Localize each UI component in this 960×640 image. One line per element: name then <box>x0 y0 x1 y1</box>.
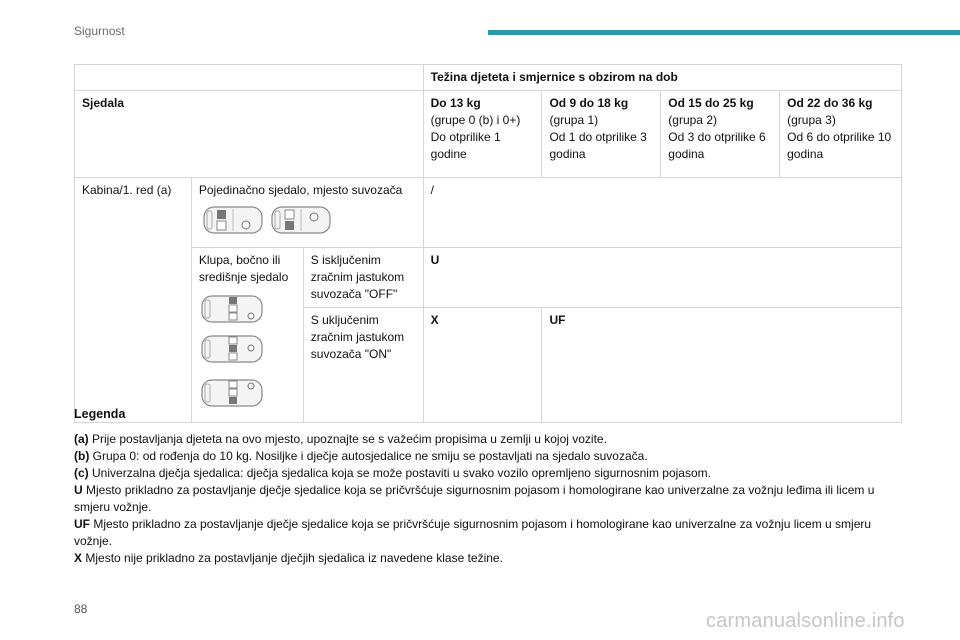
table-columns-row <box>75 91 902 178</box>
seats-label: Sjedala <box>75 91 424 178</box>
legend-text: Univerzalna dječja sjedalica: dječja sjedalica koja se može postaviti u svako vozilo opremljeno sigurnosnim pojasom. <box>92 466 711 480</box>
car-diagrams <box>201 294 296 408</box>
legend-key: (b) <box>74 449 90 463</box>
airbag-off-cell: S isključenim zračnim jastukom suvozača "OFF" <box>303 248 423 308</box>
watermark: carmanualsonline.info <box>706 610 905 632</box>
airbag-on-cell: S uključenim zračnim jastukom suvozača "ON" <box>303 308 423 423</box>
table-row <box>75 248 902 308</box>
column-group: (grupa 1) <box>549 113 599 127</box>
car-seat-diagram-icon <box>201 378 265 408</box>
legend-text: Mjesto prikladno za postavljanje dječje sjedalice koja se pričvršćuje sigurnosnim pojasom i homologirane kao univerzalne za vožnju licem u smjeru vožnje. <box>74 517 872 548</box>
seat-bench-cell <box>191 248 303 423</box>
legend-key: X <box>74 551 83 565</box>
legend-key: (a) <box>74 432 89 446</box>
seat-description: Klupa, bočno ili središnje sjedalo <box>198 253 289 284</box>
car-seat-diagram-icon <box>201 334 265 364</box>
column-header <box>542 91 661 178</box>
seat-description: Pojedinačno sjedalo, mjesto suvozača <box>198 183 403 197</box>
column-age: Od 6 do otprilike 10 godina <box>787 130 892 161</box>
column-age: Do otprilike 1 godine <box>430 130 501 161</box>
header-accent-bar <box>488 30 960 35</box>
legend-item <box>74 431 904 448</box>
page-number: 88 <box>74 602 88 616</box>
legend-text: Mjesto nije prikladno za postavljanje dječjih sjedalica iz navedene klase težine. <box>85 551 503 565</box>
legend-text: Grupa 0: od rođenja do 10 kg. Nosiljke i dječje autosjedalice ne smiju se postavljati na sjedalo suvozača. <box>92 449 648 463</box>
value-cell: U <box>423 248 901 308</box>
column-age: Od 3 do otprilike 6 godina <box>668 130 766 161</box>
car-diagrams <box>203 205 416 235</box>
column-weight: Od 15 do 25 kg <box>668 96 754 110</box>
column-weight: Od 9 do 18 kg <box>549 96 629 110</box>
legend <box>74 406 904 567</box>
column-weight: Do 13 kg <box>430 96 481 110</box>
table-header-row <box>75 65 902 91</box>
row-label: Kabina/1. red (a) <box>75 178 192 423</box>
legend-item <box>74 482 904 516</box>
column-group: (grupe 0 (b) i 0+) <box>430 113 521 127</box>
value-cell: X <box>423 308 542 423</box>
column-group: (grupa 2) <box>668 113 717 127</box>
value-cell: / <box>423 178 901 248</box>
section-title: Sigurnost <box>74 24 125 38</box>
column-weight: Od 22 do 36 kg <box>787 96 873 110</box>
legend-item <box>74 516 904 550</box>
column-group: (grupa 3) <box>787 113 836 127</box>
car-seat-diagram-icon <box>203 205 265 235</box>
header-empty-cell <box>75 65 424 91</box>
car-seat-diagram-icon <box>201 294 265 324</box>
child-seat-table <box>74 64 902 423</box>
legend-item <box>74 465 904 482</box>
column-age: Od 1 do otprilike 3 godina <box>549 130 647 161</box>
value-cell: UF <box>542 308 902 423</box>
legend-item <box>74 448 904 465</box>
car-seat-diagram-icon <box>271 205 333 235</box>
legend-key: UF <box>74 517 90 531</box>
seat-single-cell <box>191 178 423 248</box>
legend-title: Legenda <box>74 407 126 421</box>
weight-group-header: Težina djeteta i smjernice s obzirom na dob <box>423 65 901 91</box>
column-header <box>661 91 780 178</box>
legend-key: U <box>74 483 83 497</box>
column-header <box>780 91 902 178</box>
legend-item <box>74 550 904 567</box>
legend-text: Mjesto prikladno za postavljanje dječje sjedalice koja se pričvršćuje sigurnosnim pojasom i homologirane kao univerzalne za vožnju leđima ili licem u smjeru vožnje. <box>74 483 875 514</box>
table-row <box>75 178 902 248</box>
column-header <box>423 91 542 178</box>
legend-key: (c) <box>74 466 89 480</box>
legend-text: Prije postavljanja djeteta na ovo mjesto, upoznajte se s važećim propisima u zemlji u kojoj vozite. <box>92 432 607 446</box>
